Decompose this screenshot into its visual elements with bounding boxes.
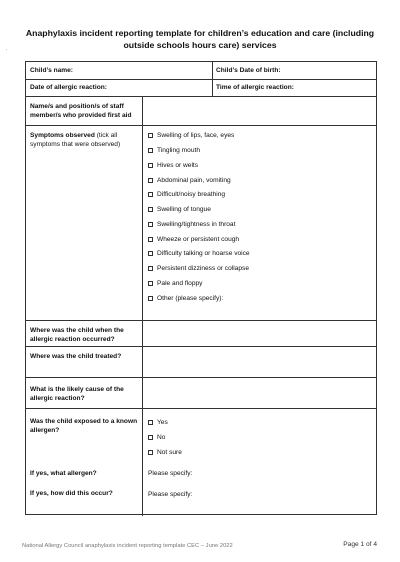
row-divider (26, 408, 376, 409)
row-divider (26, 377, 376, 378)
checkbox-square-icon[interactable] (148, 178, 153, 183)
row-divider (26, 320, 376, 321)
row-divider (26, 346, 376, 347)
page-title: Anaphylaxis incident reporting template for children’s education and care (including outside schools hours care) services (25, 28, 375, 50)
symptom-checkbox[interactable]: Tingling mouth (148, 146, 200, 155)
if-how-label: If yes, how did this occur? (30, 490, 113, 497)
page-number: Page 1 of 4 (343, 541, 377, 548)
checkbox-square-icon[interactable] (148, 251, 153, 256)
row-divider (26, 96, 376, 97)
checkbox-square-icon[interactable] (148, 207, 153, 212)
symptoms-label: Symptoms observed (tick all symptoms that were observed) (30, 132, 121, 148)
child-dob-label: Child’s Date of birth: (216, 67, 281, 74)
symptom-checkbox[interactable]: Difficult/noisy breathing (148, 190, 225, 199)
time-reaction-label: Time of allergic reaction: (216, 84, 294, 91)
symptom-checkbox[interactable]: Swelling of lips, face, eyes (148, 131, 234, 140)
checkbox-square-icon[interactable] (148, 192, 153, 197)
where-child-label: Where was the child when the allergic reaction occurred? (30, 327, 124, 343)
specify-allergen-field[interactable]: Please specify: (148, 470, 193, 477)
column-divider (142, 96, 143, 516)
staff-first-aid-label: Name/s and position/s of staff member/s who provided first aid (30, 103, 132, 119)
column-divider (212, 62, 213, 96)
symptom-checkbox[interactable]: Difficulty talking or hoarse voice (148, 249, 250, 258)
checkbox-square-icon[interactable] (148, 281, 153, 286)
symptom-checkbox[interactable]: Swelling of tongue (148, 205, 211, 214)
checkbox-square-icon[interactable] (148, 450, 153, 455)
likely-cause-label: What is the likely cause of the allergic reaction? (30, 386, 124, 402)
checkbox-square-icon[interactable] (148, 148, 153, 153)
where-treated-label: Where was the child treated? (30, 353, 122, 360)
symptom-checkbox[interactable]: Other (please specify): (148, 294, 223, 303)
specify-how-field[interactable]: Please specify: (148, 491, 193, 498)
checkbox-square-icon[interactable] (148, 420, 153, 425)
incident-form (25, 61, 377, 515)
exposure-checkbox-not-sure[interactable]: Not sure (148, 448, 182, 457)
checkbox-square-icon[interactable] (148, 133, 153, 138)
row-divider (26, 79, 376, 80)
symptom-checkbox[interactable]: Pale and floppy (148, 279, 202, 288)
exposure-checkbox-yes[interactable]: Yes (148, 418, 168, 427)
margin-mark: ' (6, 49, 7, 55)
symptom-checkbox[interactable]: Persistent dizziness or collapse (148, 264, 249, 273)
symptom-checkbox[interactable]: Abdominal pain, vomiting (148, 176, 231, 185)
date-reaction-label: Date of allergic reaction: (30, 84, 107, 91)
checkbox-square-icon[interactable] (148, 296, 153, 301)
row-divider (26, 125, 376, 126)
symptom-checkbox[interactable]: Wheeze or persistent cough (148, 235, 239, 244)
child-name-label: Child’s name: (30, 67, 73, 74)
checkbox-square-icon[interactable] (148, 435, 153, 440)
if-what-label: If yes, what allergen? (30, 470, 97, 477)
checkbox-square-icon[interactable] (148, 266, 153, 271)
footer-note: National Allergy Council anaphylaxis incident reporting template CEC – June 2022 (22, 543, 233, 549)
checkbox-square-icon[interactable] (148, 237, 153, 242)
symptom-checkbox[interactable]: Swelling/tightness in throat (148, 220, 235, 229)
exposed-label: Was the child exposed to a known allergen? (30, 418, 138, 434)
symptom-checkbox[interactable]: Hives or welts (148, 161, 198, 170)
exposure-checkbox-no[interactable]: No (148, 433, 165, 442)
checkbox-square-icon[interactable] (148, 163, 153, 168)
checkbox-square-icon[interactable] (148, 222, 153, 227)
